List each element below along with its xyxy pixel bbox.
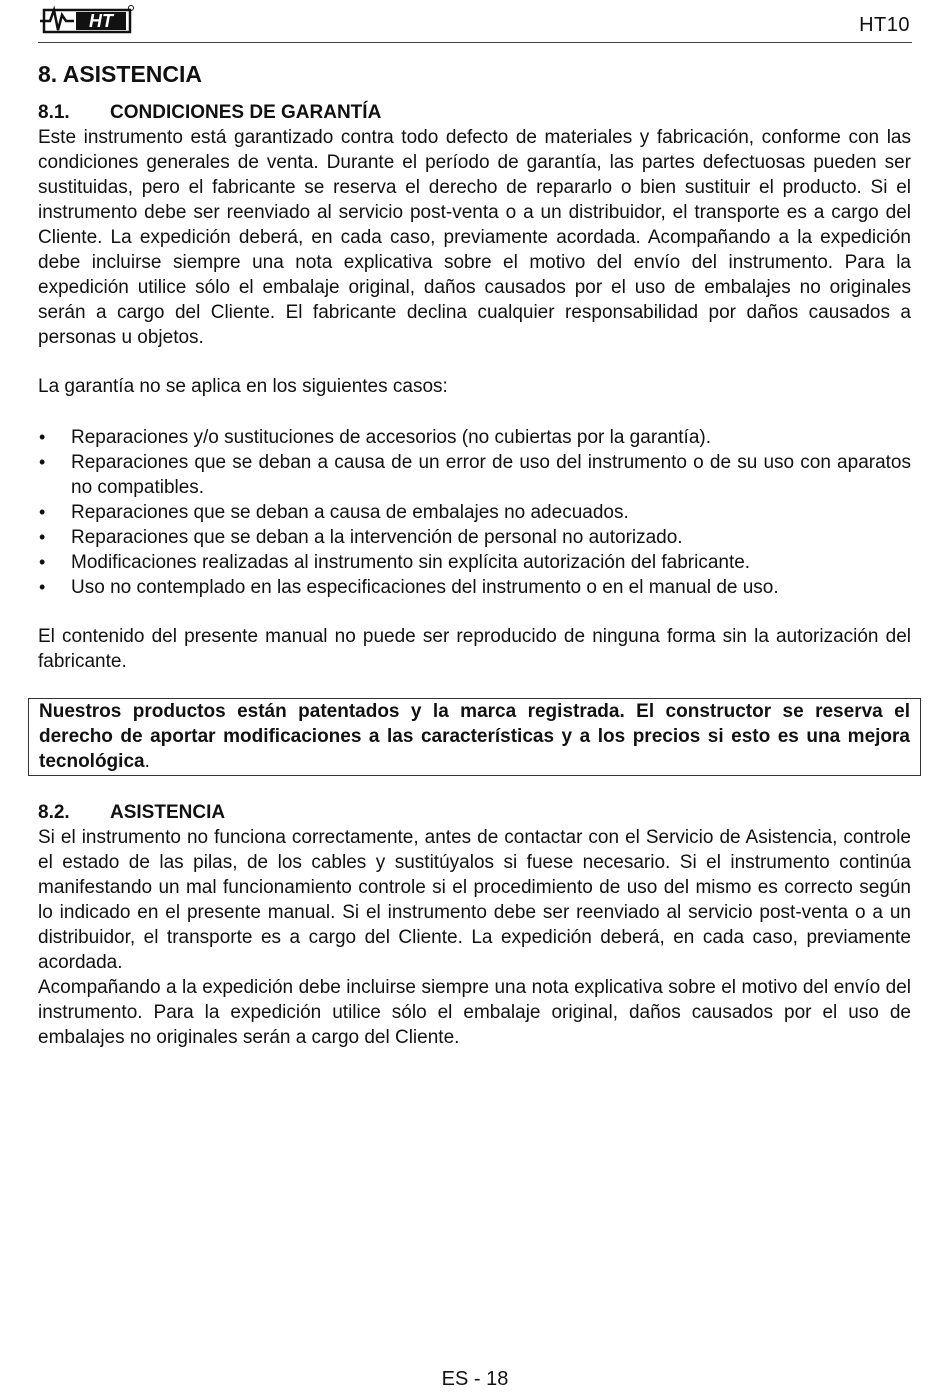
page-header xyxy=(38,0,912,43)
list-item: • Modificaciones realizadas al instrumento sin explícita autorización del fabricante. xyxy=(38,550,911,575)
notice-end: . xyxy=(144,751,150,772)
list-item: • Reparaciones que se deban a la intervención de personal no autorizado. xyxy=(38,525,911,550)
assistance-number: 8.2. xyxy=(38,802,70,823)
section-title: 8. ASISTENCIA xyxy=(38,61,203,87)
exclusions-intro: La garantía no se aplica en los siguientes casos: xyxy=(38,376,448,397)
assistance-heading xyxy=(38,800,911,825)
page-number: ES - 18 xyxy=(441,1368,509,1390)
exclusions-list xyxy=(38,425,911,600)
warranty-heading xyxy=(38,100,911,125)
list-item: • Reparaciones que se deban a causa de embalajes no adecuados. xyxy=(38,500,911,525)
svg-text:HT: HT xyxy=(89,11,113,31)
list-item: • Reparaciones y/o sustituciones de accesorios (no cubiertas por la garantía). xyxy=(38,425,911,450)
list-item: • Reparaciones que se deban a causa de un error de uso del instrumento o de su uso con aparatos no compatibles. xyxy=(38,450,911,500)
assistance-paragraph-1: Si el instrumento no funciona correctamente, antes de contactar con el Servicio de Asistencia, controle el estado de las pilas, de los cables y sustitúyalos si fuese necesario. Si el instrumento continúa manifestando un mal funcionamiento controle si el procedimiento de uso del mismo es correcto según lo indicado en el presente manual. Si el instrumento debe ser reenviado al servicio post-venta o a un distribuidor, el transporte es a cargo del Cliente. La expedición deberá, en cada caso, previamente acordada. xyxy=(38,827,911,973)
assistance-paragraph-2: Acompañando a la expedición debe incluirse siempre una nota explicativa sobre el motivo del envío del instrumento. Para la expedición utilice sólo el embalaje original, daños causados por el uso de embalajes no originales serán a cargo del Cliente. xyxy=(38,977,911,1048)
model-name: HT10 xyxy=(859,14,910,36)
page-content xyxy=(38,60,911,1050)
copyright-paragraph: El contenido del presente manual no puede ser reproducido de ninguna forma sin la autorización del fabricante. xyxy=(38,626,911,672)
warranty-paragraph: Este instrumento está garantizado contra todo defecto de materiales y fabricación, conforme con las condiciones generales de venta. Durante el período de garantía, las partes defectuosas pueden ser sustituidas, pero el fabricante se reserva el derecho de repararlo o bien sustituir el producto. Si el instrumento debe ser reenviado al servicio post-venta o a un distribuidor, el transporte es a cargo del Cliente. La expedición deberá, en cada caso, previamente acordada. Acompañando a la expedición debe incluirse siempre una nota explicativa sobre el motivo del envío del instrumento. Para la expedición utilice sólo el embalaje original, daños causados por el uso de embalajes no originales serán a cargo del Cliente. El fabricante declina cualquier responsabilidad por daños causados a personas u objetos. xyxy=(38,127,911,348)
warranty-number: 8.1. xyxy=(38,102,70,123)
assistance-title: ASISTENCIA xyxy=(110,802,226,823)
notice-text: Nuestros productos están patentados y la marca registrada. El constructor se reserva el derecho de aportar modificaciones a las características y a los precios si esto es una mejora tecnológica xyxy=(39,701,910,772)
notice-box xyxy=(28,698,921,776)
list-item: • Uso no contemplado en las especificaciones del instrumento o en el manual de uso. xyxy=(38,575,911,600)
ht-logo xyxy=(40,4,136,34)
warranty-title: CONDICIONES DE GARANTÍA xyxy=(110,102,382,123)
